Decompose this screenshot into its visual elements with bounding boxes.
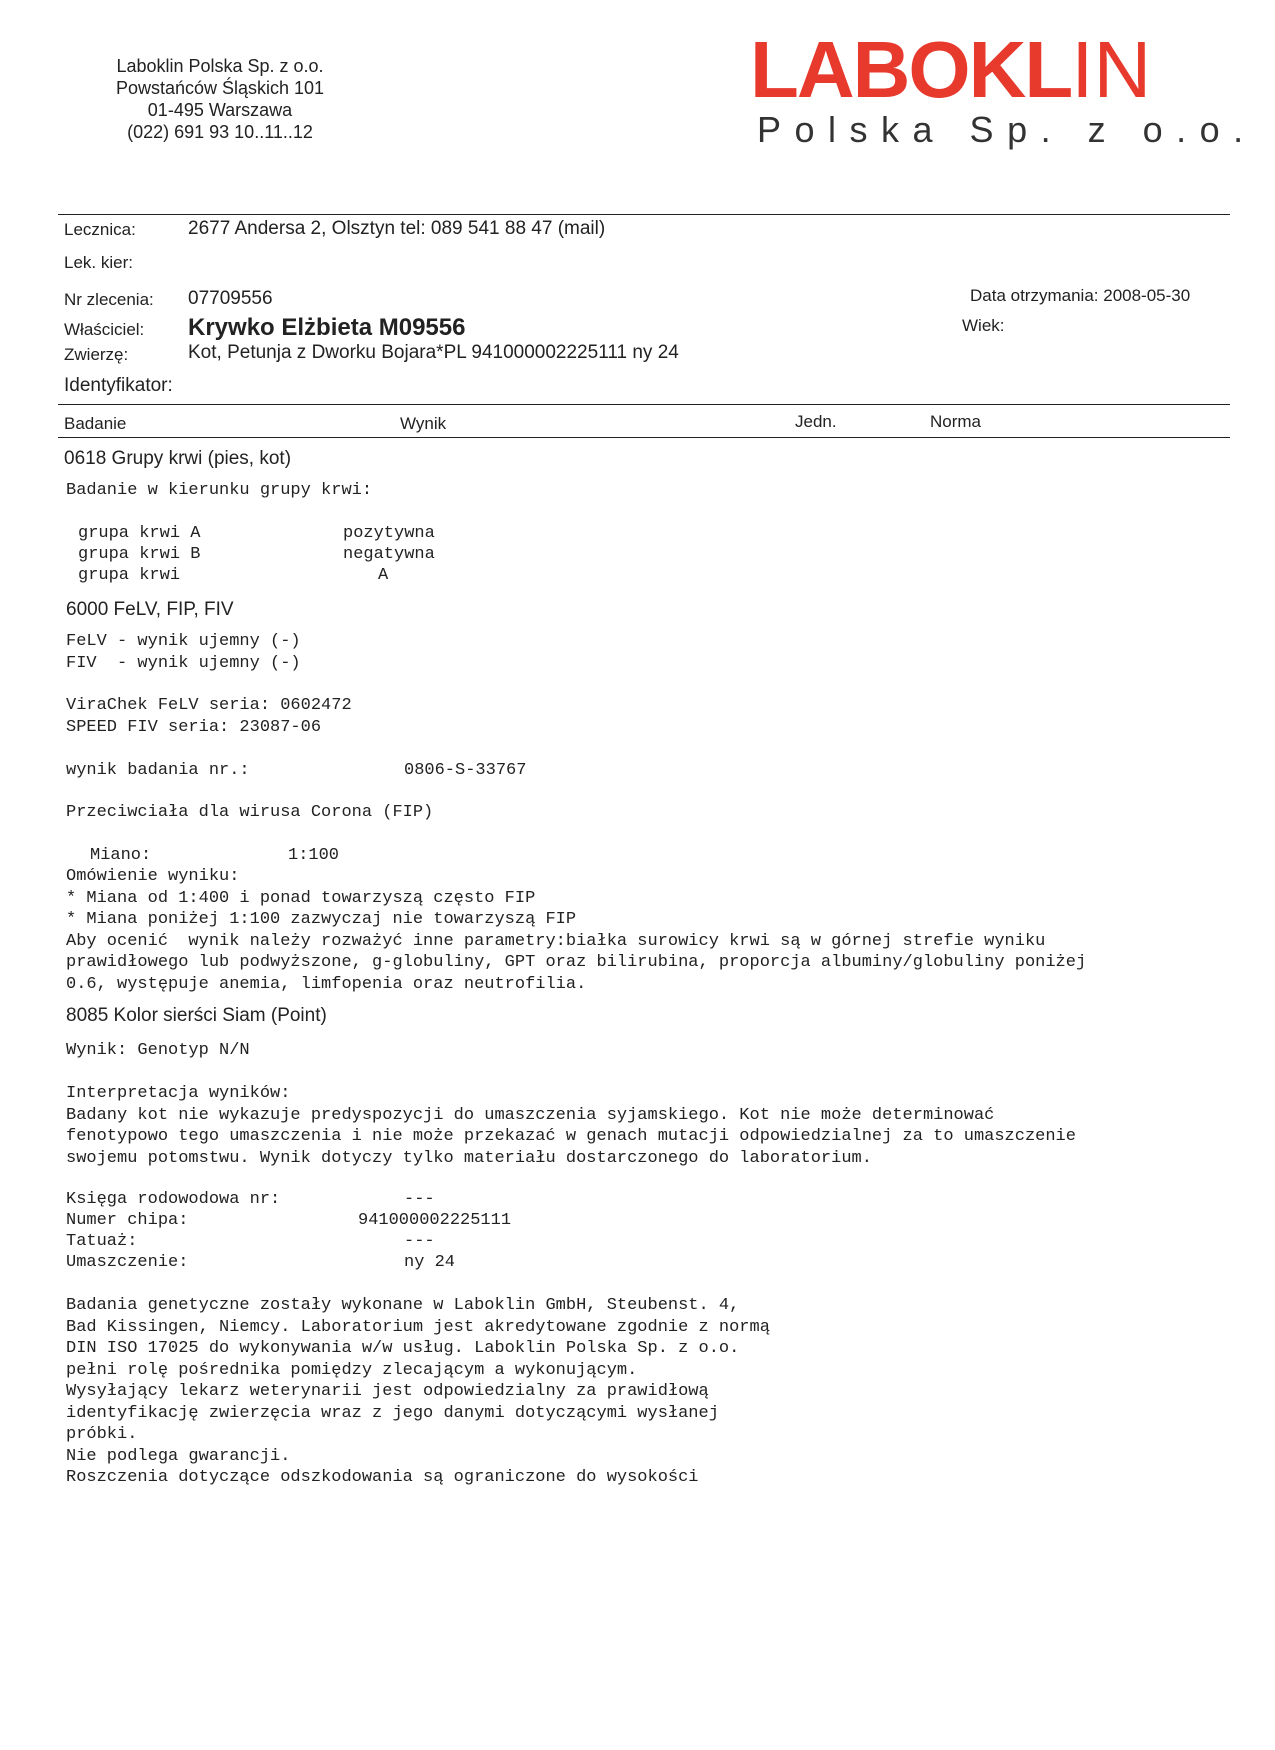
col-test: Badanie [64, 414, 127, 433]
received-label: Data otrzymania: [970, 286, 1099, 305]
result-nr-label: wynik badania nr.: [66, 761, 250, 780]
animal-value: Kot, Petunja z Dworku Bojara*PL 941000002225111 ny 24 [188, 342, 679, 363]
siam-footer-note: Badania genetyczne zostały wykonane w Laboklin GmbH, Steubenst. 4, Bad Kissingen, Niemcy. Laboratorium jest akredytowane zgodnie z normą DIN ISO 17025 do wykonywania w/w usług. Laboklin Polska Sp. z o.o. pełni rolę pośrednika pomiędzy zlecającym a wykonującym. Wysyłający lekarz weterynarii jest odpowiedzialny za prawidłową identyfikację zwierzęcia wraz z jego danymi dotyczącymi wysłanej próbki. Nie podlega gwarancji. Roszczenia dotyczące odszkodowania są ograniczone do wysokości [66, 1296, 770, 1487]
divider [58, 437, 1230, 438]
lab-address [100, 55, 340, 143]
siam-field-value: --- [404, 1190, 435, 1209]
siam-field-label: Tatuaż: [66, 1232, 138, 1251]
siam-result: Wynik: Genotyp N/N [66, 1041, 250, 1060]
section-title-siam: 8085 Kolor sierści Siam (Point) [66, 1005, 327, 1026]
col-result: Wynik [400, 414, 447, 433]
divider [58, 404, 1230, 405]
identifier-label: Identyfikator: [64, 375, 173, 396]
age-label: Wiek: [962, 316, 1005, 335]
received-date [970, 286, 1190, 306]
siam-field-value: 941000002225111 [358, 1211, 512, 1230]
felv-results: FeLV - wynik ujemny (-) FIV - wynik ujemny (-) [66, 632, 301, 673]
laboklin-logo [750, 25, 1257, 150]
blood-row-value: negatywna [343, 545, 435, 564]
siam-field-label: Księga rodowodowa nr: [66, 1190, 281, 1209]
clinic-value: 2677 Andersa 2, Olsztyn tel: 089 541 88 47 (mail) [188, 218, 606, 239]
address-line: 01-495 Warszawa [147, 100, 293, 120]
received-value: 2008-05-30 [1103, 286, 1191, 305]
col-unit: Jedn. [795, 412, 837, 431]
blood-row-label: grupa krwi B [78, 545, 201, 564]
blood-row-label: grupa krwi [78, 566, 181, 585]
section-title-blood: 0618 Grupy krwi (pies, kot) [64, 448, 292, 469]
address-line: (022) 691 93 10..11..12 [127, 122, 313, 142]
blood-row-label: grupa krwi A [78, 524, 201, 543]
titer-label: Miano: [90, 846, 152, 865]
siam-field-label: Numer chipa: [66, 1211, 189, 1230]
owner-value: Krywko Elżbieta M09556 [188, 314, 466, 341]
address-line: Powstańców Śląskich 101 [115, 78, 325, 98]
address-line: Laboklin Polska Sp. z o.o. [116, 56, 324, 76]
doctor-label: Lek. kier: [64, 253, 133, 272]
blood-row-value: A [378, 566, 389, 585]
titer-comment: Omówienie wyniku: * Miana od 1:400 i ponad towarzyszą często FIP * Miana poniżej 1:100 zazwyczaj nie towarzyszą FIP Aby ocenić wynik należy rozważyć inne parametry:białka surowicy krwi są w górnej strefie wyniku prawidłowego lub podwyższone, g-globuliny, GPT oraz bilirubina, proporcja albuminy/globuliny poniżej 0.6, występuje anemia, limfopenia oraz neutrofilia. [66, 867, 1087, 994]
siam-field-value: --- [404, 1232, 435, 1251]
animal-label: Zwierzę: [64, 345, 129, 364]
logo-bold-part: LABOKL [750, 25, 1072, 114]
felv-test-series: ViraChek FeLV seria: 0602472 SPEED FIV seria: 23087-06 [66, 696, 352, 737]
titer-value: 1:100 [288, 846, 340, 865]
clinic-label: Lecznica: [64, 220, 136, 239]
logo-wordmark [750, 25, 1152, 114]
logo-subtitle: Polska Sp. z o.o. [757, 109, 1257, 150]
col-norm: Norma [930, 412, 982, 431]
corona-title: Przeciwciała dla wirusa Corona (FIP) [66, 803, 434, 822]
siam-field-value: ny 24 [404, 1253, 456, 1272]
owner-label: Właściciel: [64, 320, 145, 339]
order-label: Nr zlecenia: [64, 290, 154, 309]
logo-thin-part: IN [1071, 25, 1152, 114]
blood-intro: Badanie w kierunku grupy krwi: [66, 481, 373, 500]
result-nr-value: 0806-S-33767 [404, 761, 527, 780]
section-title-felv: 6000 FeLV, FIP, FIV [66, 599, 234, 620]
divider [58, 214, 1230, 215]
siam-interpretation: Interpretacja wyników: Badany kot nie wykazuje predyspozycji do umaszczenia syjamskiego. Kot nie może determinować fenotypowo tego umaszczenia i nie może przekazać w genach mutacji odpowiedzialnej za to umaszczenie swojemu potomstwu. Wynik dotyczy tylko materiału dostarczonego do laboratorium. [66, 1084, 1076, 1168]
blood-row-value: pozytywna [343, 524, 435, 543]
siam-field-label: Umaszczenie: [66, 1253, 189, 1272]
order-value: 07709556 [188, 288, 273, 309]
